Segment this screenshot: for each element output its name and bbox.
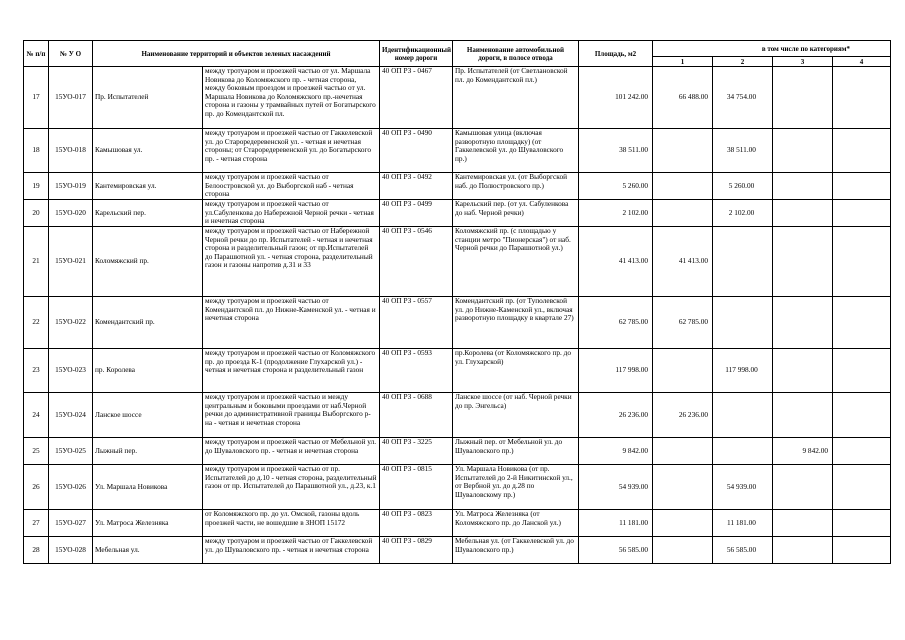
cell-area: 62 785.00	[579, 297, 653, 349]
cell-uo-code: 15УО-021	[49, 227, 93, 297]
cell-category-3	[773, 537, 833, 564]
cell-road-id: 40 ОП РЗ - 0490	[380, 129, 453, 173]
table-row	[24, 510, 891, 537]
cell-category-1	[653, 438, 713, 465]
cell-uo-code: 15УО-018	[49, 129, 93, 173]
cell-category-1	[653, 173, 713, 200]
table-row	[24, 438, 891, 465]
cell-uo-code: 15УО-019	[49, 173, 93, 200]
cell-category-2: 56 585.00	[713, 537, 773, 564]
cell-uo-code: 15УО-023	[49, 349, 93, 393]
cell-object-name: Ул. Матроса Железняка	[93, 510, 203, 537]
cell-area: 54 939.00	[579, 465, 653, 510]
cell-category-4	[833, 173, 891, 200]
cell-road-id: 40 ОП РЗ - 0557	[380, 297, 453, 349]
cell-category-4	[833, 393, 891, 438]
cell-road-name: Карельский пер. (от ул. Сабуленкова до наб. Черной речки)	[453, 200, 579, 227]
cell-category-2	[713, 297, 773, 349]
cell-description: между тротуаром и проезжей частью от Коломяжского пр. до проезда К-1 (продолжение Глухарской ул.) - четная и нечетная сторона и разделительный газон	[203, 349, 380, 393]
cell-area: 41 413.00	[579, 227, 653, 297]
cell-uo-code: 15УО-027	[49, 510, 93, 537]
cell-road-name: Кантемировская ул. (от Выборгской наб. до Полюстровского пр.)	[453, 173, 579, 200]
cell-category-2: 11 181.00	[713, 510, 773, 537]
cell-number: 26	[24, 465, 49, 510]
cell-category-1	[653, 200, 713, 227]
cell-description: от Коломяжского пр. до ул. Омской, газоны вдоль проезжей части, не вошедшие в ЗНОП 15172	[203, 510, 380, 537]
cell-road-id: 40 ОП РЗ - 0829	[380, 537, 453, 564]
cell-number: 21	[24, 227, 49, 297]
cell-object-name: Кантемировская ул.	[93, 173, 203, 200]
table-row	[24, 465, 891, 510]
cell-object-name: Камышовая ул.	[93, 129, 203, 173]
cell-number: 24	[24, 393, 49, 438]
cell-category-4	[833, 129, 891, 173]
cell-road-id: 40 ОП РЗ - 0492	[380, 173, 453, 200]
cell-number: 23	[24, 349, 49, 393]
cell-object-name: Коломяжский пр.	[93, 227, 203, 297]
cell-road-name: Камышовая улица (включая разворотную площадку) (от Гаккелевской ул. до Шуваловского пр.)	[453, 129, 579, 173]
cell-road-id: 40 ОП РЗ - 0815	[380, 465, 453, 510]
cell-category-2	[713, 227, 773, 297]
cell-category-3	[773, 349, 833, 393]
cell-description: между тротуаром и проезжей частью от Набережной Черной речки до пр. Испытателей - четная и нечетная сторона и разделительный газон; от пр.Испытателей до Парашютной ул. - четная сторона, разделительный газон и газоны напротив д.31 и 33	[203, 227, 380, 297]
cell-category-1	[653, 465, 713, 510]
table-row	[24, 297, 891, 349]
cell-description: между тротуаром и проезжей частью от Мебельной ул. до Шуваловского пр. - четная и нечетная сторона	[203, 438, 380, 465]
cell-category-4	[833, 438, 891, 465]
cell-road-name: Мебельная ул. (от Гаккелевской ул. до Шуваловского пр.)	[453, 537, 579, 564]
cell-object-name: Мебельная ул.	[93, 537, 203, 564]
table-row	[24, 227, 891, 297]
cell-number: 25	[24, 438, 49, 465]
cell-road-name: пр.Королева (от Коломяжского пр. до ул. Глухарской)	[453, 349, 579, 393]
cell-category-2: 54 939.00	[713, 465, 773, 510]
cell-road-id: 40 ОП РЗ - 0499	[380, 200, 453, 227]
cell-description: между тротуаром и проезжей частью от Белоостровской ул. до Выборгской наб - четная сторона	[203, 173, 380, 200]
cell-category-3: 9 842.00	[773, 438, 833, 465]
col-header-cat-2: 2	[713, 57, 773, 67]
cell-description: между тротуаром и проезжей частью от Гаккелевской ул. до Шуваловского пр. - четная и нечетная сторона	[203, 537, 380, 564]
cell-road-name: Пр. Испытателей (от Светлановской пл. до Комендантской пл.)	[453, 67, 579, 129]
cell-uo-code: 15УО-026	[49, 465, 93, 510]
cell-category-2	[713, 393, 773, 438]
cell-category-3	[773, 465, 833, 510]
cell-description: между тротуаром и проезжей частью от пр. Испытателей до д.10 - четная сторона, разделительный газон от пр. Испытателей до Парашютной ул., д.23, к.1	[203, 465, 380, 510]
col-header-area: Площадь, м2	[579, 41, 653, 67]
table-row	[24, 537, 891, 564]
cell-area: 9 842.00	[579, 438, 653, 465]
cell-category-3	[773, 510, 833, 537]
cell-uo-code: 15УО-020	[49, 200, 93, 227]
cell-road-id: 40 ОП РЗ - 0467	[380, 67, 453, 129]
cell-category-1	[653, 537, 713, 564]
table-row	[24, 349, 891, 393]
cell-category-4	[833, 349, 891, 393]
cell-number: 28	[24, 537, 49, 564]
col-header-cat-3: 3	[773, 57, 833, 67]
cell-category-1	[653, 129, 713, 173]
cell-category-3	[773, 67, 833, 129]
cell-uo-code: 15УО-028	[49, 537, 93, 564]
cell-road-name: Ул. Маршала Новикова (от пр. Испытателей до 2-й Никитинской ул., от Вербной ул. до д.28 по Шуваловскому пр.)	[453, 465, 579, 510]
cell-object-name: Лыжный пер.	[93, 438, 203, 465]
cell-description: между тротуаром и проезжей частью и между центральным и боковыми проездами от наб.Черной речки до административной границы Выборгского р-на - четная и нечетная сторона	[203, 393, 380, 438]
cell-category-1: 66 488.00	[653, 67, 713, 129]
cell-object-name: Карельский пер.	[93, 200, 203, 227]
green-zones-table	[23, 40, 891, 564]
table-row	[24, 200, 891, 227]
cell-description: между тротуаром и проезжей частью от ул.Сабуленкова до Набережной Черной речки - четная и нечетная сторона	[203, 200, 380, 227]
table-row	[24, 173, 891, 200]
table-row	[24, 67, 891, 129]
cell-area: 26 236.00	[579, 393, 653, 438]
cell-uo-code: 15УО-022	[49, 297, 93, 349]
cell-category-4	[833, 200, 891, 227]
cell-number: 19	[24, 173, 49, 200]
header-row	[24, 41, 891, 57]
cell-area: 101 242.00	[579, 67, 653, 129]
cell-area: 11 181.00	[579, 510, 653, 537]
cell-uo-code: 15УО-025	[49, 438, 93, 465]
cell-category-1	[653, 349, 713, 393]
cell-category-1: 41 413.00	[653, 227, 713, 297]
cell-category-1	[653, 510, 713, 537]
cell-category-1: 62 785.00	[653, 297, 713, 349]
cell-number: 22	[24, 297, 49, 349]
cell-number: 27	[24, 510, 49, 537]
cell-area: 5 260.00	[579, 173, 653, 200]
cell-category-4	[833, 67, 891, 129]
cell-area: 38 511.00	[579, 129, 653, 173]
cell-area: 56 585.00	[579, 537, 653, 564]
cell-category-3	[773, 297, 833, 349]
cell-road-id: 40 ОП РЗ - 0546	[380, 227, 453, 297]
table-row	[24, 393, 891, 438]
cell-category-4	[833, 465, 891, 510]
cell-road-name: Коломяжский пр. (с площадью у станции метро "Пионерская") от наб. Черной речки до Парашютной ул.)	[453, 227, 579, 297]
col-header-uo: № У О	[49, 41, 93, 67]
cell-road-name: Ул. Матроса Железняка (от Коломяжского пр. до Ланской ул.)	[453, 510, 579, 537]
cell-description: между тротуаром и проезжей частью от Комендантской пл. до Нижне-Каменской ул. - четная и нечетная сторона	[203, 297, 380, 349]
cell-category-3	[773, 227, 833, 297]
cell-area: 117 998.00	[579, 349, 653, 393]
cell-description: между тротуаром и проезжей частью от Гаккелевской ул. до Староредеревенской ул. - четная и нечетная стороны; от Староредеревенской ул. до Богатырского пр. - четная сторона	[203, 129, 380, 173]
col-header-categories: в том числе по категориям*	[653, 41, 891, 57]
cell-road-id: 40 ОП РЗ - 0593	[380, 349, 453, 393]
cell-number: 20	[24, 200, 49, 227]
cell-category-2: 117 998.00	[713, 349, 773, 393]
cell-number: 17	[24, 67, 49, 129]
cell-road-name: Лыжный пер. от Мебельной ул. до Шуваловского пр.)	[453, 438, 579, 465]
cell-category-4	[833, 227, 891, 297]
cell-object-name: Пр. Испытателей	[93, 67, 203, 129]
cell-road-id: 40 ОП РЗ - 3225	[380, 438, 453, 465]
cell-number: 18	[24, 129, 49, 173]
table-row	[24, 129, 891, 173]
cell-category-3	[773, 129, 833, 173]
cell-category-4	[833, 297, 891, 349]
cell-category-1: 26 236.00	[653, 393, 713, 438]
cell-area: 2 102.00	[579, 200, 653, 227]
cell-description: между тротуаром и проезжей частью от ул. Маршала Новикова до Коломяжского пр. - четная сторона, между боковым проездом и проезжей частью от ул. Маршала Новикова до Коломяжского пр.-нечетная сторона и газоны у трамвайных путей от Богатырского пр. до Комендантской пл.	[203, 67, 380, 129]
cell-category-2: 38 511.00	[713, 129, 773, 173]
cell-road-id: 40 ОП РЗ - 0823	[380, 510, 453, 537]
green-zones-table-sheet	[23, 40, 890, 564]
cell-category-4	[833, 537, 891, 564]
cell-object-name: пр. Королева	[93, 349, 203, 393]
cell-category-4	[833, 510, 891, 537]
cell-category-3	[773, 393, 833, 438]
col-header-cat-4: 4	[833, 57, 891, 67]
col-header-cat-1: 1	[653, 57, 713, 67]
cell-road-name: Комендантский пр. (от Туполевской ул. до Нижне-Каменской ул., включая разворотную площадку в квартале 27)	[453, 297, 579, 349]
cell-category-2: 34 754.00	[713, 67, 773, 129]
col-header-name: Наименование территорий и объектов зеленых насаждений	[93, 41, 380, 67]
cell-road-id: 40 ОП РЗ - 0688	[380, 393, 453, 438]
cell-object-name: Ул. Маршала Новикова	[93, 465, 203, 510]
col-header-road-id: Идентификационный номер дороги	[380, 41, 453, 67]
cell-category-3	[773, 200, 833, 227]
cell-category-2: 5 260.00	[713, 173, 773, 200]
cell-object-name: Комендантский пр.	[93, 297, 203, 349]
cell-road-name: Ланское шоссе (от наб. Черной речки до пр. Энгельса)	[453, 393, 579, 438]
cell-category-2	[713, 438, 773, 465]
cell-category-3	[773, 173, 833, 200]
col-header-number: № п/п	[24, 41, 49, 67]
cell-category-2: 2 102.00	[713, 200, 773, 227]
cell-uo-code: 15УО-024	[49, 393, 93, 438]
cell-object-name: Ланское шоссе	[93, 393, 203, 438]
col-header-road-name: Наименование автомобильной дороги, в полосе отвода	[453, 41, 579, 67]
cell-uo-code: 15УО-017	[49, 67, 93, 129]
